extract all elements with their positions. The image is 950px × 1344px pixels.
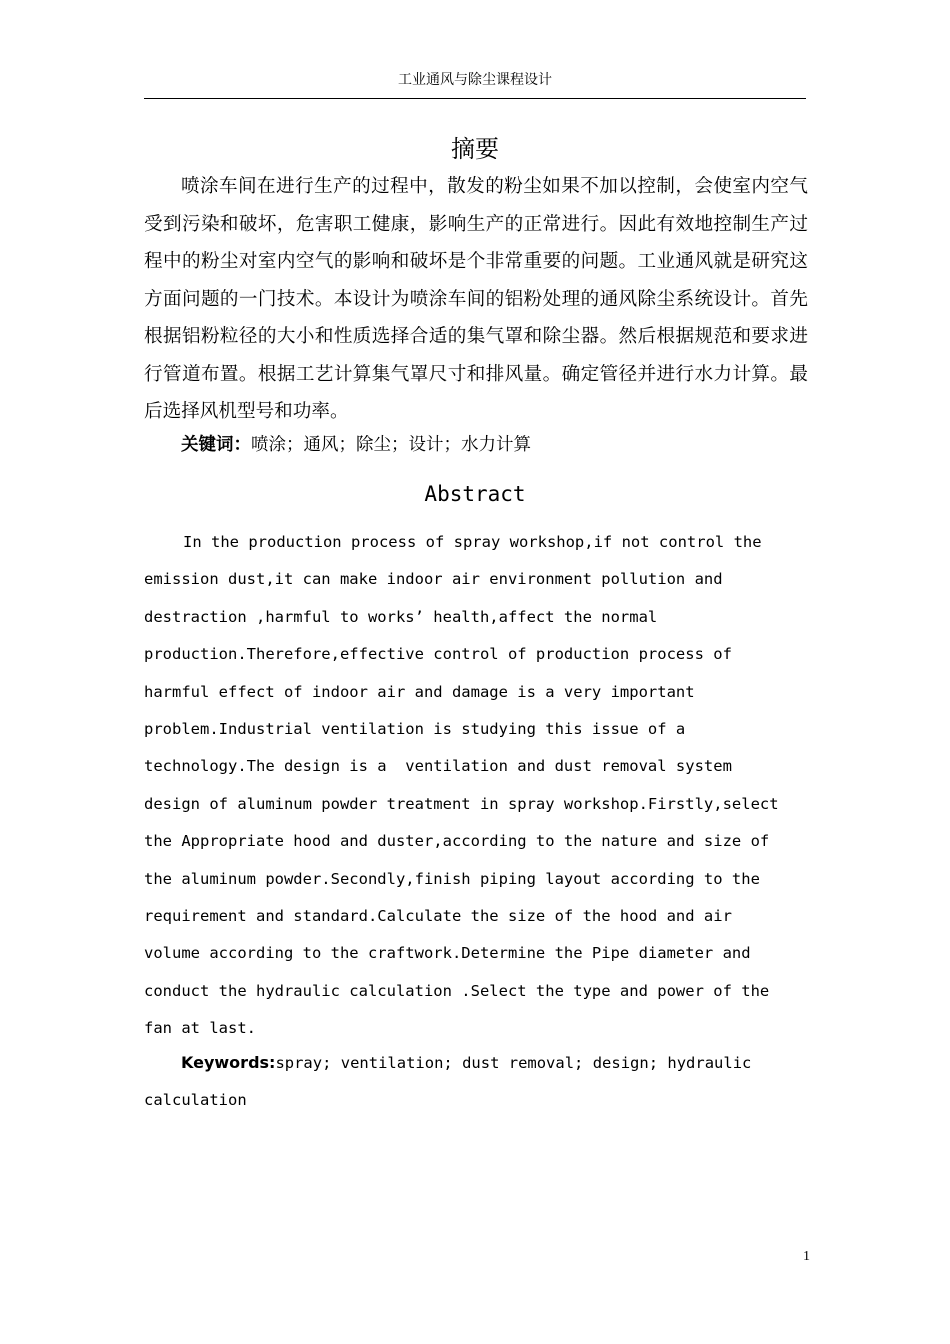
abstract-line: design of aluminum powder treatment in spray workshop.Firstly,select (144, 794, 779, 813)
english-keywords-list: spray; ventilation; dust removal; design; hydraulic (275, 1054, 752, 1072)
abstract-line: the aluminum powder.Secondly,finish piping layout according to the (144, 869, 760, 888)
english-abstract-body (144, 524, 808, 1048)
chinese-keywords-list: 喷涂；通风；除尘；设计；水力计算 (251, 435, 531, 455)
abstract-line: In the production process of spray workshop,if not control the (183, 533, 762, 551)
abstract-line: technology.The design is a ventilation and dust removal system (144, 757, 732, 776)
abstract-line: problem.Industrial ventilation is studying this issue of a (144, 720, 686, 739)
english-keywords (144, 1044, 808, 1120)
abstract-line: requirement and standard.Calculate the size of the hood and air (144, 907, 732, 926)
chinese-abstract-title: 摘要 (451, 135, 499, 163)
abstract-line: emission dust,it can make indoor air environment pollution and (144, 570, 723, 589)
header-divider (144, 98, 806, 99)
abstract-line: volume according to the craftwork.Determine the Pipe diameter and (144, 944, 751, 963)
abstract-line: the Appropriate hood and duster,according to the nature and size of (144, 832, 770, 851)
english-keywords-continuation: calculation (144, 1091, 247, 1110)
abstract-line: conduct the hydraulic calculation .Select the type and power of the (144, 981, 770, 1000)
abstract-line: harmful effect of indoor air and damage is a very important (144, 682, 695, 701)
english-keywords-line (144, 1044, 808, 1082)
chinese-abstract-body: 喷涂车间在进行生产的过程中，散发的粉尘如果不加以控制，会使室内空气受到污染和破坏，危害职工健康，影响生产的正常进行。因此有效地控制生产过程中的粉尘对室内空气的影响和破坏是个非常重要的问题。工业通风就是研究这方面问题的一门技术。本设计为喷涂车间的铝粉处理的通风除尘系统设计。首先根据铝粉粒径的大小和性质选择合适的集气罩和除尘器。然后根据规范和要求进行管道布置。根据工艺计算集气罩尺寸和排风量。确定管径并进行水力计算。最后选择风机型号和功率。 (144, 176, 808, 422)
running-header: 工业通风与除尘课程设计 (398, 72, 552, 88)
chinese-keywords (144, 427, 808, 464)
english-keywords-label: Keywords: (181, 1053, 276, 1072)
page-number: 1 (803, 1249, 810, 1264)
abstract-line: fan at last. (144, 1019, 256, 1038)
chinese-keywords-label: 关键词： (181, 435, 251, 455)
abstract-line: destraction ,harmful to works’ health,affect the normal (144, 607, 658, 626)
english-abstract-title: Abstract (424, 482, 526, 506)
abstract-line: production.Therefore,effective control of production process of (144, 645, 732, 664)
